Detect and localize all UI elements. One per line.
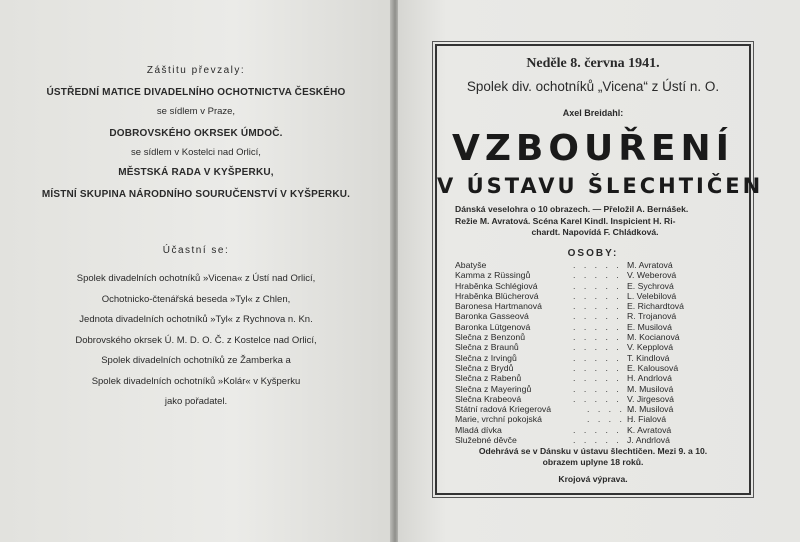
leader-dots: . . . . . [573, 332, 622, 343]
cast-actor: V. Weberová [627, 270, 677, 281]
cast-role: Mladá dívka [455, 424, 502, 435]
cast-actor: L. Velebilová [627, 290, 677, 301]
patron-name: ÚSTŘEDNÍ MATICE DIVADELNÍHO OCHOTNICTVA ČESKÉHO [46, 87, 346, 98]
leader-dots: . . . . . [573, 311, 622, 322]
cast-role: Slečna z Rabenů [455, 373, 522, 384]
leader-dots: . . . . . [573, 301, 622, 312]
leader-dots: . . . . . [587, 404, 636, 415]
participants-heading: Účastní se: [162, 245, 230, 256]
cast-actor: M. Musilová [627, 383, 674, 394]
credits-line: chardt. Napovídá F. Chládková. [531, 227, 659, 237]
cast-row [455, 384, 735, 394]
theatre-society: Spolek div. ochotníků „Vicena“ z Ústí n. O. [466, 79, 720, 94]
costume-note: Krojová výprava. [558, 474, 628, 484]
leader-dots: . . . . . [573, 342, 622, 353]
leader-dots: . . . . . [573, 352, 622, 363]
cast-actor: V. Jirgesová [627, 393, 675, 404]
leader-dots: . . . . . [573, 373, 622, 384]
cast-role: Kamma z Rüssingů [455, 270, 531, 281]
cast-role: Abatyše [455, 260, 487, 270]
patron-seat: se sídlem v Praze, [156, 106, 236, 117]
cast-actor: E. Kalousová [627, 362, 679, 373]
cast-role: Státní radová Kriegerová [455, 404, 552, 415]
patron-name: MĚSTSKÁ RADA V KYŠPERKU, [118, 167, 274, 178]
cast-row [455, 373, 735, 383]
cast-role: Baronesa Hartmanová [455, 301, 542, 312]
setting-note [437, 446, 749, 468]
participant-item: Spolek divadelních ochotníků »Kolár« v Kyšperku [91, 375, 301, 387]
leader-dots: . . . . . [587, 414, 636, 425]
cast-list [455, 260, 735, 445]
cast-row [455, 394, 735, 404]
cast-role: Baronka Lütgenová [455, 321, 531, 332]
participant-item: Spolek divadelních ochotníků »Vicena« z Ústí nad Orlicí, [76, 273, 316, 284]
credits-line: Režie M. Avratová. Scéna Karel Kindl. Inspicient H. Ri- [455, 215, 676, 226]
participant-item: jako pořadatel. [164, 396, 228, 407]
leader-dots: . . . . . [573, 424, 622, 435]
cast-role: Baronka Gasseová [455, 311, 529, 322]
leader-dots: . . . . . [573, 260, 622, 270]
cast-actor: K. Avratová [627, 424, 672, 435]
cast-row [455, 270, 735, 280]
cast-role: Služebné děvče [455, 435, 517, 446]
cast-row [455, 311, 735, 321]
participant-item: Spolek divadelních ochotníků ze Žamberka a [101, 355, 291, 366]
cast-row [455, 414, 735, 424]
cast-row [455, 301, 735, 311]
cast-role: Hraběnka Schlégiová [455, 280, 538, 291]
cast-row [455, 332, 735, 342]
cast-row [455, 363, 735, 373]
leader-dots: . . . . . [573, 435, 622, 446]
cast-actor: M. Musilová [627, 404, 674, 415]
performance-date: Neděle 8. června 1941. [526, 56, 660, 71]
cast-actor: M. Kocianová [627, 332, 680, 343]
cast-role: Slečna z Mayeringů [455, 383, 532, 394]
cast-role: Slečna z Benzonů [455, 332, 526, 343]
cast-row [455, 260, 735, 270]
cast-role: Slečna Krabeová [455, 393, 522, 404]
leader-dots: . . . . . [573, 270, 622, 281]
participant-list [0, 269, 392, 413]
leader-dots: . . . . . [573, 290, 622, 301]
cast-actor: R. Trojanová [627, 311, 677, 322]
participant-item: Jednota divadelních ochotníků »Tyl« z Rychnova n. Kn. [79, 314, 313, 325]
cast-role: Marie, vrchní pokojská [455, 414, 542, 425]
cast-row [455, 435, 735, 445]
cast-actor: E. Musilová [627, 321, 672, 332]
cast-actor: T. Kindlová [627, 352, 670, 363]
patron-list [0, 86, 392, 201]
play-title-line2: V ÚSTAVU ŠLECHTIČEN [437, 174, 764, 198]
leader-dots: . . . . . [573, 280, 622, 291]
patron-name: DOBROVSKÉHO OKRSEK ÚMDOČ. [109, 128, 283, 139]
cast-row [455, 404, 735, 414]
playbill-frame [435, 44, 764, 495]
leader-dots: . . . . . [573, 362, 622, 373]
cast-heading: OSOBY: [567, 248, 619, 259]
cast-actor: E. Richardtová [627, 301, 684, 312]
cast-row [455, 281, 735, 291]
patron-name: MÍSTNÍ SKUPINA NÁRODNÍHO SOURUČENSTVÍ V KYŠPERKU. [41, 189, 351, 200]
cast-row [455, 425, 735, 435]
play-title-line1: VZBOUŘENÍ [451, 128, 735, 169]
setting-line: obrazem uplyne 18 roků. [542, 457, 644, 467]
setting-line: Odehrává se v Dánsku v ústavu šlechtičen. Mezi 9. a 10. [478, 446, 708, 456]
leader-dots: . . . . . [573, 393, 622, 404]
playwright: Axel Breidahl: [562, 108, 624, 118]
cast-actor: H. Fialová [627, 414, 667, 425]
cast-role: Slečna z Irvingů [455, 352, 517, 363]
patron-seat: se sídlem v Kostelci nad Orlicí, [131, 147, 261, 158]
cast-row [455, 353, 735, 363]
cast-row [455, 291, 735, 301]
cast-row [455, 322, 735, 332]
cast-actor: J. Andrlová [627, 435, 670, 446]
cast-actor: M. Avratová [627, 260, 673, 270]
cast-row [455, 342, 735, 352]
cast-actor: V. Kepplová [627, 342, 674, 353]
participant-item: Dobrovského okrsek Ú. M. D. O. Č. z Kostelce nad Orlicí, [75, 334, 317, 346]
left-page [0, 0, 392, 542]
cast-actor: E. Sychrová [627, 280, 674, 291]
cast-actor: H. Andrlová [627, 373, 672, 384]
cast-role: Slečna z Braunů [455, 342, 519, 353]
production-credits [455, 204, 735, 239]
credits-line: Dánská veselohra o 10 obrazech. — Přeložil A. Bernášek. [455, 204, 689, 214]
leader-dots: . . . . . [573, 383, 622, 394]
cast-role: Slečna z Brydů [455, 362, 514, 373]
participant-item: Ochotnicko-čtenářská beseda »Tyl« z Chlen, [101, 293, 291, 305]
cast-role: Hraběnka Blücherová [455, 290, 539, 301]
patronage-heading: Záštitu převzaly: [146, 65, 246, 76]
leader-dots: . . . . . [573, 321, 622, 332]
